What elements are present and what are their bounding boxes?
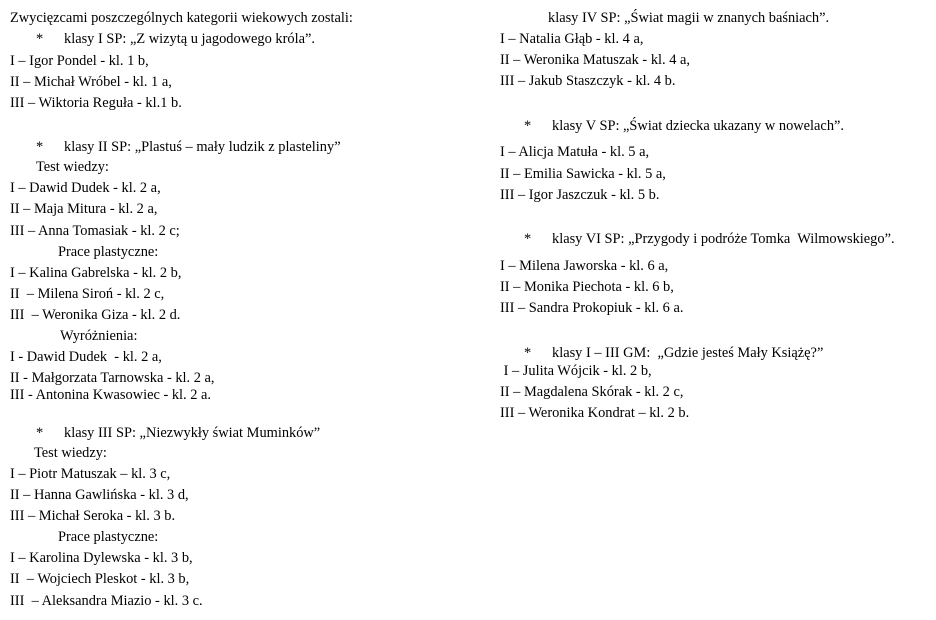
winner-line: III – Weronika Giza - kl. 2 d. — [10, 307, 181, 323]
category-3-heading — [36, 423, 320, 444]
category-7-title: klasy I – III GM: „Gdzie jesteś Mały Książę?” — [552, 345, 824, 361]
category-6-title: klasy VI SP: „Przygody i podróże Tomka Wilmowskiego”. — [552, 231, 895, 247]
winner-line: III – Weronika Kondrat – kl. 2 b. — [500, 405, 690, 421]
winner-line: I – Karolina Dylewska - kl. 3 b, — [10, 550, 193, 566]
subheading: Prace plastyczne: — [58, 529, 159, 545]
subheading: Wyróżnienia: — [60, 328, 138, 344]
winner-line: I – Kalina Gabrelska - kl. 2 b, — [10, 265, 182, 281]
winner-line: II – Weronika Matuszak - kl. 4 a, — [500, 52, 690, 68]
winner-line: III – Michał Seroka - kl. 3 b. — [10, 508, 176, 524]
winner-line: III – Wiktoria Reguła - kl.1 b. — [10, 95, 182, 111]
winner-line: III – Jakub Staszczyk - kl. 4 b. — [500, 73, 676, 89]
category-5-heading — [524, 116, 844, 137]
winner-line: II – Hanna Gawlińska - kl. 3 d, — [10, 487, 189, 503]
winner-line: I - Dawid Dudek - kl. 2 a, — [10, 349, 162, 365]
winner-line: III – Anna Tomasiak - kl. 2 c; — [10, 223, 180, 239]
category-5-title: klasy V SP: „Świat dziecka ukazany w nowelach”. — [552, 118, 845, 134]
bullet-icon: * — [36, 31, 44, 47]
winner-line: III – Sandra Prokopiuk - kl. 6 a. — [500, 300, 684, 316]
category-1-heading — [36, 29, 315, 50]
bullet-icon: * — [524, 231, 532, 247]
winner-line: III – Aleksandra Miazio - kl. 3 c. — [10, 593, 203, 609]
winner-line: I – Julita Wójcik - kl. 2 b, — [500, 363, 652, 379]
winner-line: II – Michał Wróbel - kl. 1 a, — [10, 74, 172, 90]
bullet-icon: * — [36, 139, 44, 155]
winner-line: II – Magdalena Skórak - kl. 2 c, — [500, 384, 684, 400]
winner-line: II – Emilia Sawicka - kl. 5 a, — [500, 166, 666, 182]
category-6-heading — [524, 229, 895, 250]
bullet-icon: * — [524, 345, 532, 361]
category-1-title: klasy I SP: „Z wizytą u jagodowego króla”. — [64, 31, 315, 47]
winner-line: II – Wojciech Pleskot - kl. 3 b, — [10, 571, 190, 587]
bullet-icon: * — [524, 118, 532, 134]
category-2-heading — [36, 137, 341, 158]
winner-line: III - Antonina Kwasowiec - kl. 2 a. — [10, 387, 212, 403]
winner-line: I – Natalia Głąb - kl. 4 a, — [500, 31, 644, 47]
winner-line: II – Milena Siroń - kl. 2 c, — [10, 286, 165, 302]
winner-line: II – Maja Mitura - kl. 2 a, — [10, 201, 158, 217]
winner-line: I – Dawid Dudek - kl. 2 a, — [10, 180, 161, 196]
winner-line: II – Monika Piechota - kl. 6 b, — [500, 279, 674, 295]
intro-text: Zwycięzcami poszczególnych kategorii wiekowych zostali: — [10, 10, 353, 26]
winner-line: I – Milena Jaworska - kl. 6 a, — [500, 258, 669, 274]
winner-line: I – Igor Pondel - kl. 1 b, — [10, 53, 149, 69]
winner-line: II - Małgorzata Tarnowska - kl. 2 a, — [10, 370, 215, 386]
winner-line: I – Alicja Matuła - kl. 5 a, — [500, 144, 650, 160]
category-4-title: klasy IV SP: „Świat magii w znanych baśniach”. — [548, 10, 830, 26]
subheading: Prace plastyczne: — [58, 244, 159, 260]
subheading: Test wiedzy: — [34, 445, 107, 461]
winner-line: III – Igor Jaszczuk - kl. 5 b. — [500, 187, 660, 203]
category-2-title: klasy II SP: „Plastuś – mały ludzik z plasteliny” — [64, 139, 341, 155]
bullet-icon: * — [36, 425, 44, 441]
winner-line: I – Piotr Matuszak – kl. 3 c, — [10, 466, 171, 482]
category-3-title: klasy III SP: „Niezwykły świat Muminków” — [64, 425, 321, 441]
subheading: Test wiedzy: — [36, 159, 109, 175]
